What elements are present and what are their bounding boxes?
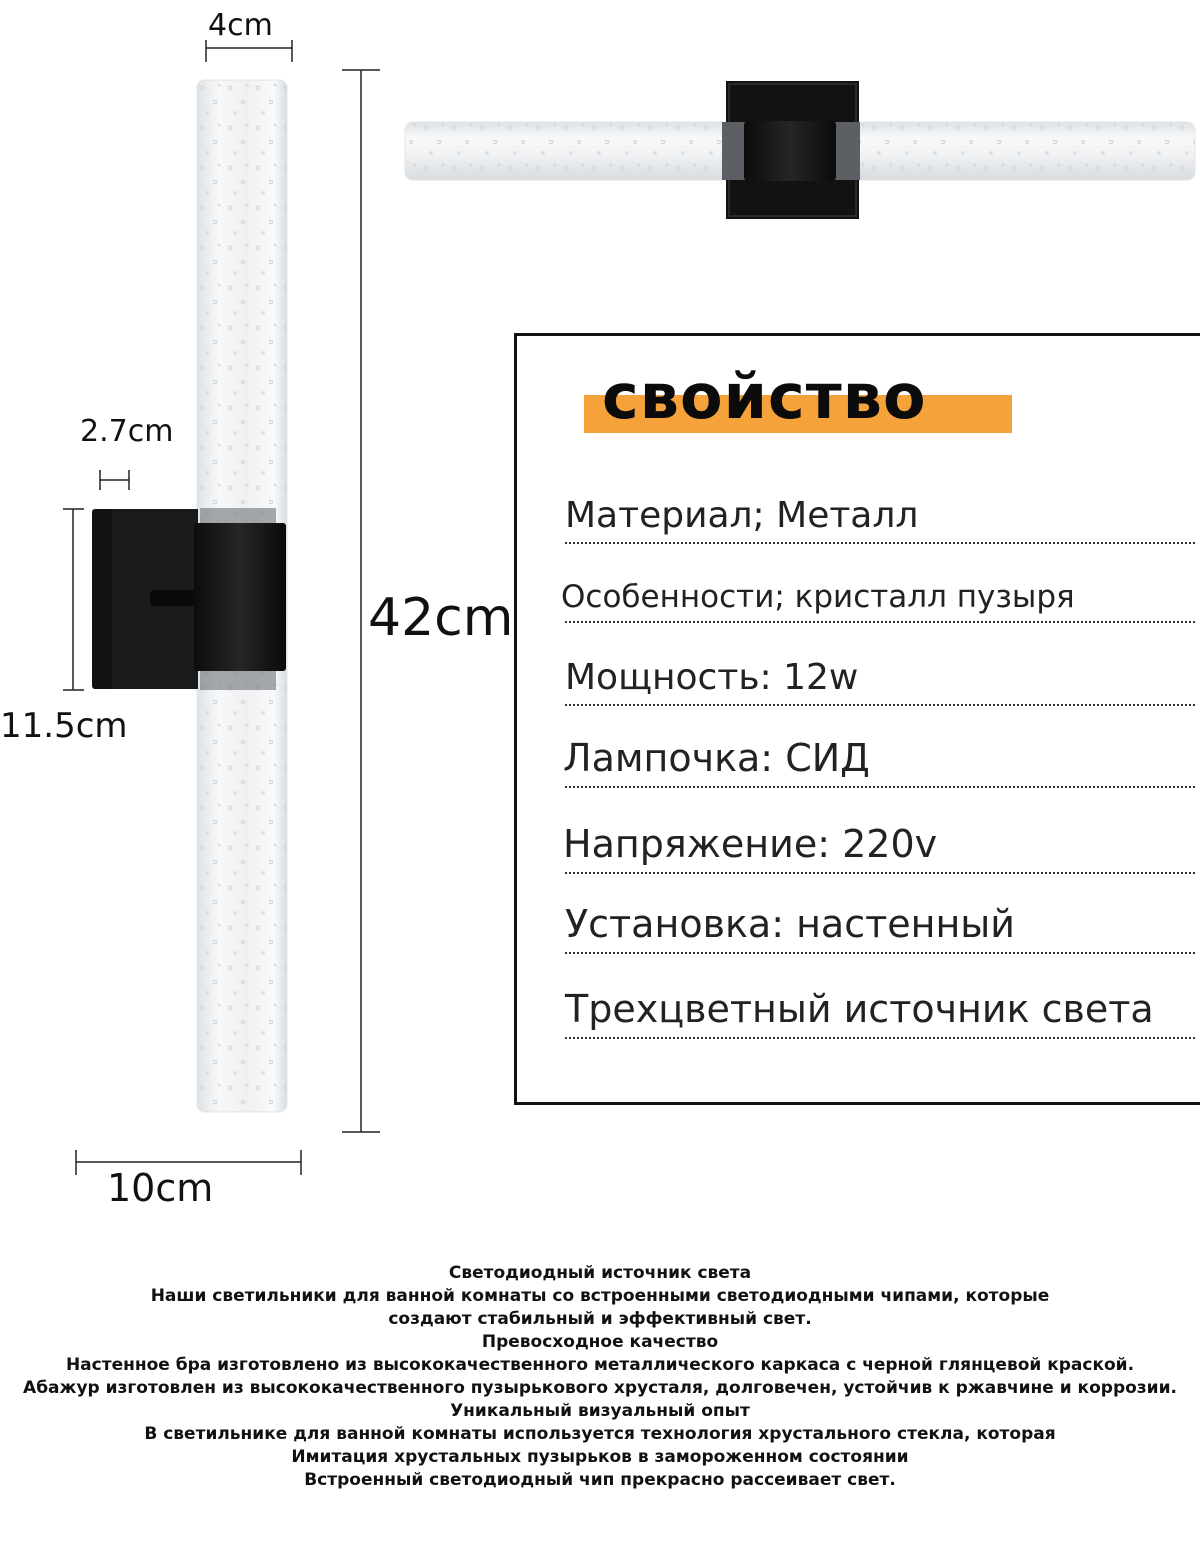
top-view-sleeve [744, 121, 836, 181]
description-line: В светильнике для ванной комнаты используется технология хрустального стекла, которая [144, 1424, 1056, 1444]
crystal-band-bottom [200, 668, 276, 690]
dim-label-base-depth: 2.7cm [80, 414, 174, 449]
description-line: Встроенный светодиодный чип прекрасно рассеивает свет. [304, 1470, 896, 1490]
dim-label-total-height: 42cm [368, 588, 514, 648]
dim-label-projection: 10cm [107, 1166, 214, 1210]
product-description [0, 1262, 1200, 1492]
spec-box [514, 333, 1200, 1105]
spec-row-label: Лампочка: СИД [563, 736, 870, 780]
spec-row-label: Трехцветный источник света [565, 987, 1154, 1031]
spec-row-label: Напряжение: 220v [563, 822, 938, 866]
spec-row-label: Установка: настенный [565, 902, 1016, 946]
spec-row-installation [565, 902, 1195, 954]
description-line: Светодиодный источник света [448, 1263, 752, 1283]
description-line: Превосходное качество [481, 1332, 719, 1352]
wall-base-plate [92, 509, 198, 689]
dim-label-base-height: 11.5cm [0, 706, 128, 746]
description-line: Уникальный визуальный опыт [450, 1401, 750, 1421]
spec-title: свойство [602, 360, 927, 433]
dim-line-tube-width [206, 40, 292, 62]
description-line: Абажур изготовлен из высококачественного пузырькового хрусталя, долговечен, устойчив к ржавчине и коррозии. [23, 1378, 1177, 1398]
description-line: Имитация хрустальных пузырьков в замороженном состоянии [291, 1447, 909, 1467]
top-view-band-right [832, 122, 860, 180]
spec-row-light-source [565, 987, 1195, 1039]
spec-row-material [565, 496, 1195, 544]
spec-row-features [561, 575, 1195, 623]
spec-row-power [565, 658, 1195, 706]
dim-line-base-depth [100, 470, 129, 490]
spec-row-bulb [563, 736, 1195, 788]
spec-row-label: Мощность: 12w [565, 657, 859, 698]
spec-row-label: Материал; Металл [565, 495, 919, 536]
dim-line-base-height [63, 509, 84, 690]
description-line: Настенное бра изготовлено из высококачественного металлического каркаса с черной глянцевой краской. [65, 1355, 1135, 1375]
description-line: создают стабильный и эффективный свет. [388, 1309, 812, 1329]
description-line: Наши светильники для ванной комнаты со встроенными светодиодными чипами, которые [150, 1286, 1050, 1306]
spec-row-voltage [563, 822, 1195, 874]
spec-row-label: Особенности; кристалл пузыря [561, 579, 1075, 615]
dim-label-tube-width: 4cm [208, 8, 273, 43]
holder-sleeve [194, 523, 286, 671]
